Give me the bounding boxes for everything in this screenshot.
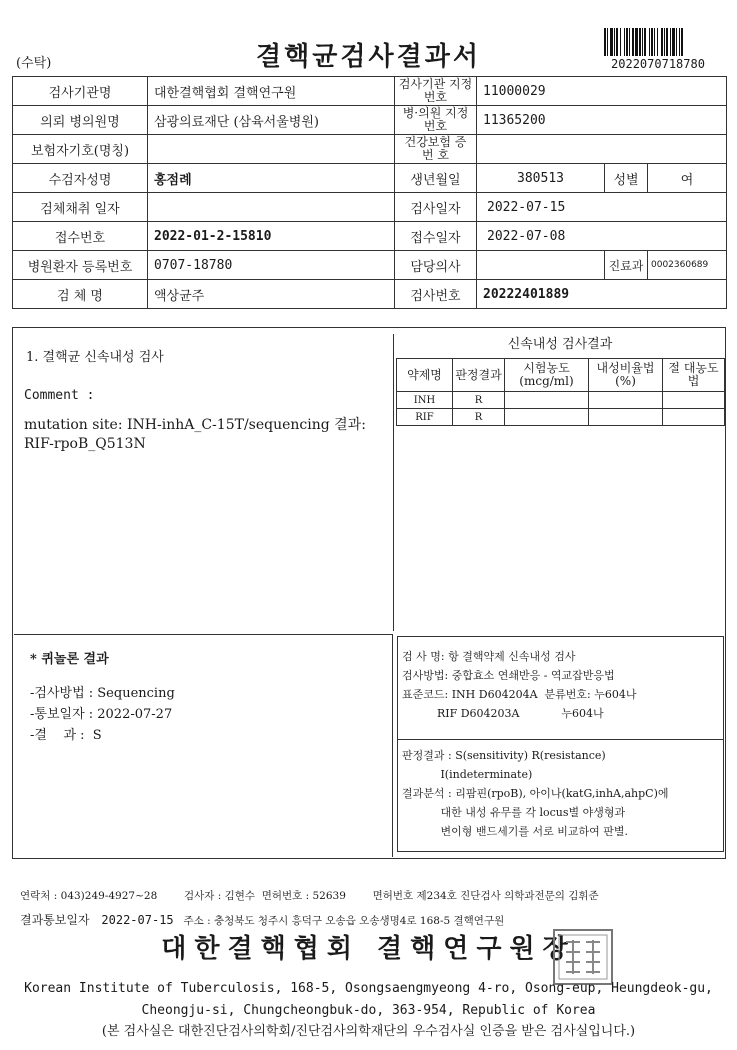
method-analysis: 결과분석 : 리팜핀(rpoB), 아이나(katG,inhA,ahpC)에: [402, 787, 669, 800]
table-row: [13, 222, 727, 251]
table-row: [13, 280, 727, 309]
address-english: [0, 978, 737, 1022]
hospital-no-value: 11365200: [477, 106, 727, 135]
table-row: [397, 392, 725, 409]
test-date-value: 2022-07-15: [477, 193, 727, 222]
barcode-number: 2022070718780: [611, 57, 705, 71]
quinolone-method: -검사방법 : Sequencing: [30, 686, 175, 701]
quinolone-result: [30, 724, 102, 743]
agency-no-label: 검사기관 지정번호: [395, 77, 477, 106]
insurer-label: 보험자기호(명칭): [13, 135, 148, 164]
drug-concentration: [505, 409, 589, 426]
table-row: [13, 135, 727, 164]
health-cert-value: [477, 135, 727, 164]
table-row: [13, 106, 727, 135]
test-no-value: 20222401889: [477, 280, 727, 309]
quinolone-report-date: -통보일자 : 2022-07-27: [30, 707, 173, 722]
sex-value: 여: [648, 164, 727, 193]
birth-label: 생년월일: [395, 164, 477, 193]
table-header-row: [397, 359, 725, 392]
table-row: [397, 409, 725, 426]
method-judgment-2: I(indeterminate): [402, 768, 533, 781]
accession-label: 접수번호: [13, 222, 148, 251]
method-judgment: 판정결과 : S(sensitivity) R(resistance): [402, 749, 606, 762]
susceptibility-table: [396, 358, 725, 426]
drug-result: R: [453, 392, 505, 409]
agency-no-value: 11000029: [477, 77, 727, 106]
drug-absolute: [663, 392, 725, 409]
certification-note: (본 검사실은 대한진단검사의학회/진단검사의학재단의 우수검사실 인증을 받은 검사실입니다.): [101, 1024, 636, 1039]
comment-label: Comment :: [24, 388, 95, 403]
quinolone-title: * 퀴놀론 결과: [30, 652, 109, 667]
report-date-value: 2022-07-15: [101, 913, 174, 927]
address-english-line-2: Cheongju-si, Chungcheongbuk-do, 363-954, Republic of Korea: [141, 1003, 596, 1018]
method-analysis-2: 대한 내성 유무를 각 locus별 야생형과: [402, 806, 626, 819]
health-cert-label: 건강보험 증 번 호: [395, 135, 477, 164]
insurer-value: [148, 135, 395, 164]
agency-value: 대한결핵협회 결핵연구원: [148, 77, 395, 106]
table-row: [13, 251, 727, 280]
patient-info-table: [12, 76, 727, 309]
mutation-text: mutation site: INH-inhA_C-15T/sequencing 결과: RIF-rpoB_Q513N: [24, 417, 366, 452]
specimen-value: 액상균주: [148, 280, 395, 309]
column-header: 내성비율법(%): [589, 359, 663, 392]
method-analysis-3: 변이형 밴드세기를 서로 비교하여 판별.: [402, 825, 628, 838]
hospital-no-label: 병·의원 지정번호: [395, 106, 477, 135]
doctor-label: 담당의사: [395, 251, 477, 280]
report-date-label: 결과통보일자: [20, 913, 90, 927]
registration-no-value: 0707-18780: [148, 251, 395, 280]
drug-name: RIF: [397, 409, 453, 426]
registration-no-label: 병원환자 등록번호: [13, 251, 148, 280]
drug-result: R: [453, 409, 505, 426]
table-row: [13, 193, 727, 222]
drug-concentration: [505, 392, 589, 409]
quinolone-section: [14, 634, 393, 857]
quinolone-result-value: S: [92, 728, 102, 743]
patient-name-value: 홍점례: [148, 164, 395, 193]
method-standard-code-2: RIF D604203A 누604나: [402, 707, 604, 720]
specimen-label: 검 체 명: [13, 280, 148, 309]
birth-value: 380513: [477, 164, 605, 193]
institute-name: 대한결핵협회 결핵연구원장: [161, 934, 576, 964]
collect-date-label: 검체채취 일자: [13, 193, 148, 222]
accession-value: 2022-01-2-15810: [148, 222, 395, 251]
document-title: 결핵균검사결과서: [256, 42, 481, 72]
column-header: 판정결과: [453, 359, 505, 392]
collect-date-value: [148, 193, 395, 222]
table-row: [13, 77, 727, 106]
test-date-label: 검사일자: [395, 193, 477, 222]
column-header: 시험농도(mcg/ml): [505, 359, 589, 392]
method-test-name: 검 사 명: 항 결핵약제 신속내성 검사: [402, 650, 576, 663]
department-label: 진료과: [605, 251, 648, 280]
method-divider: [398, 739, 723, 740]
agency-label: 검사기관명: [13, 77, 148, 106]
hospital-label: 의뢰 병의원명: [13, 106, 148, 135]
test-no-label: 검사번호: [395, 280, 477, 309]
address-english-line-1: Korean Institute of Tuberculosis, 168-5, Osongsaengmyeong 4-ro, Osong-eup, Heungdeok-gu,: [24, 981, 713, 996]
method-standard-code: 표준코드: INH D604204A 분류번호: 누604나: [402, 688, 637, 701]
susceptibility-title: 신속내성 검사결과: [507, 337, 613, 352]
drug-ratio: [589, 392, 663, 409]
quinolone-result-label: -결 과 :: [30, 728, 85, 743]
table-row: [13, 164, 727, 193]
receipt-date-value: 2022-07-08: [477, 222, 727, 251]
column-header: 약제명: [397, 359, 453, 392]
test-item-title: 1. 결핵균 신속내성 검사: [26, 350, 164, 365]
drug-absolute: [663, 409, 725, 426]
address-korean: 주소 : 충청북도 청주시 흥덕구 오송읍 오송생명4로 168-5 결핵연구원: [183, 915, 505, 927]
patient-name-label: 수검자성명: [13, 164, 148, 193]
drug-name: INH: [397, 392, 453, 409]
report-date-line: [20, 911, 504, 928]
hospital-value: 삼광의료재단 (삼육서울병원): [148, 106, 395, 135]
barcode-image: [604, 28, 716, 56]
department-value: 0002360689: [648, 251, 727, 280]
receipt-date-label: 접수일자: [395, 222, 477, 251]
method-technique: 검사방법: 중합효소 연쇄반응 - 역교잡반응법: [402, 669, 615, 682]
doctor-value: [477, 251, 605, 280]
receipt-label: (수탁): [16, 56, 52, 71]
drug-ratio: [589, 409, 663, 426]
column-header: 절 대농도법: [663, 359, 725, 392]
contact-line: 연락처 : 043)249-4927~28 검사자 : 김현수 면허번호 : 52639 면허번호 제234호 진단검사 의학과전문의 김휘준: [20, 890, 599, 902]
sex-label: 성별: [605, 164, 648, 193]
